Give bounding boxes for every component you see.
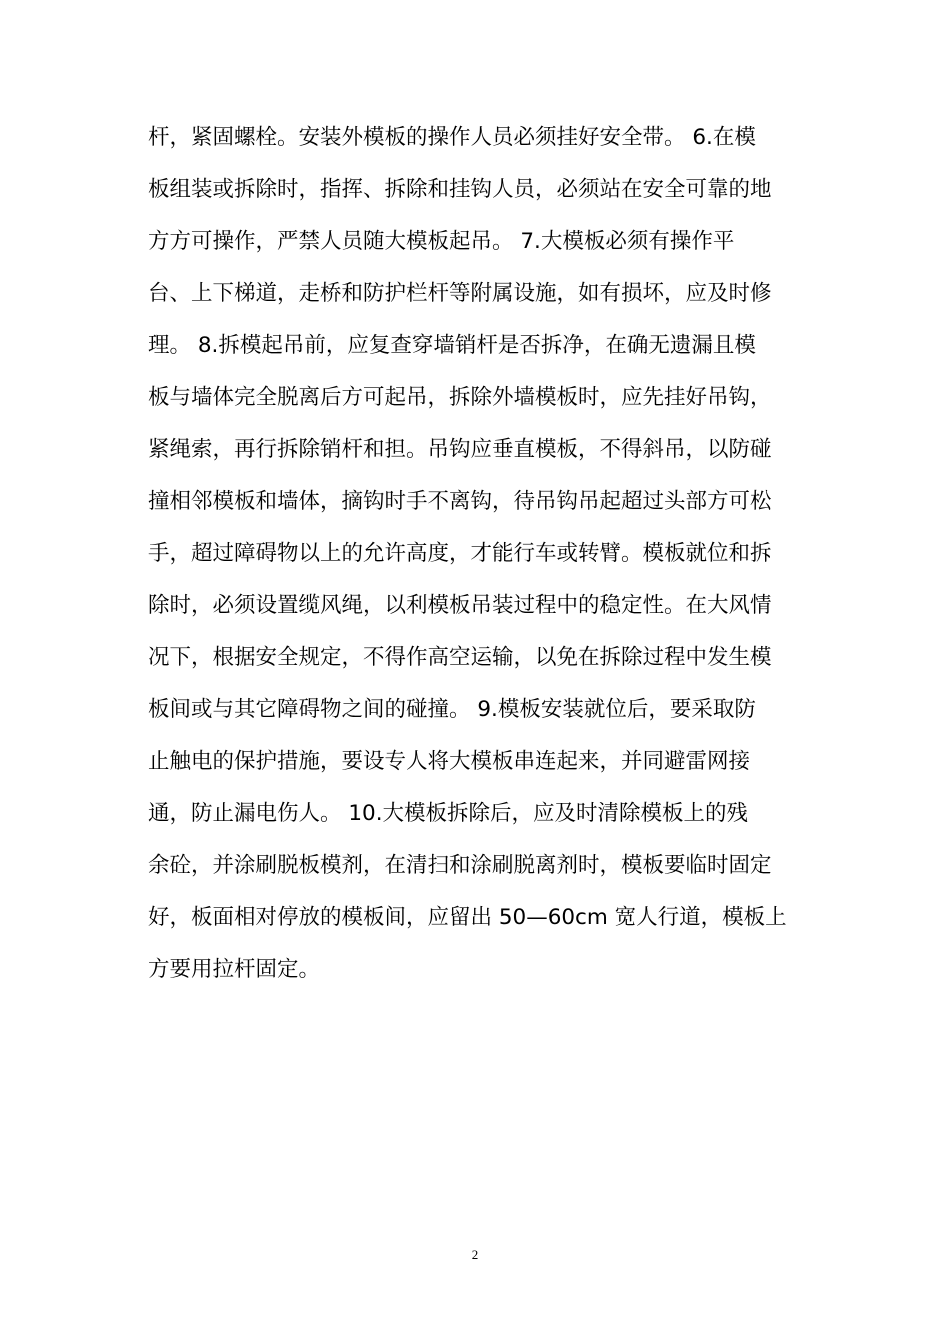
text-line: 板与墙体完全脱离后方可起吊，拆除外墙模板时，应先挂好吊钩， xyxy=(148,385,772,410)
text-line: 通，防止漏电伤人。 10.大模板拆除后，应及时清除模板上的残 xyxy=(148,801,749,826)
text-line: 方方可操作，严禁人员随大模板起吊。 7.大模板必须有操作平 xyxy=(148,229,735,254)
body-text xyxy=(148,112,808,996)
text-line: 理。 8.拆模起吊前，应复查穿墙销杆是否拆净，在确无遗漏且模 xyxy=(148,333,756,358)
text-line: 余砼，并涂刷脱板模剂，在清扫和涂刷脱离剂时，模板要临时固定 xyxy=(148,853,772,878)
text-line: 板间或与其它障碍物之间的碰撞。 9.模板安装就位后，要采取防 xyxy=(148,697,756,722)
text-line: 撞相邻模板和墙体，摘钩时手不离钩，待吊钩吊起超过头部方可松 xyxy=(148,489,772,514)
text-line: 台、上下梯道，走桥和防护栏杆等附属设施，如有损坏，应及时修 xyxy=(148,281,772,306)
text-line: 杆，紧固螺栓。安装外模板的操作人员必须挂好安全带。 6.在模 xyxy=(148,125,756,150)
text-line: 好，板面相对停放的模板间，应留出 50—60cm 宽人行道，模板上 xyxy=(148,905,787,930)
text-line: 方要用拉杆固定。 xyxy=(148,957,321,982)
page-number: 2 xyxy=(471,1247,479,1262)
text-line: 除时，必须设置缆风绳，以利模板吊装过程中的稳定性。在大风情 xyxy=(148,593,772,618)
text-line: 紧绳索，再行拆除销杆和担。吊钩应垂直模板，不得斜吊，以防碰 xyxy=(148,437,772,462)
text-line: 手，超过障碍物以上的允许高度，才能行车或转臂。模板就位和拆 xyxy=(148,541,772,566)
text-line: 止触电的保护措施，要设专人将大模板串连起来，并同避雷网接 xyxy=(148,749,751,774)
text-line: 况下，根据安全规定，不得作高空运输，以免在拆除过程中发生模 xyxy=(148,645,772,670)
text-line: 板组装或拆除时，指挥、拆除和挂钩人员，必须站在安全可靠的地 xyxy=(148,177,772,202)
